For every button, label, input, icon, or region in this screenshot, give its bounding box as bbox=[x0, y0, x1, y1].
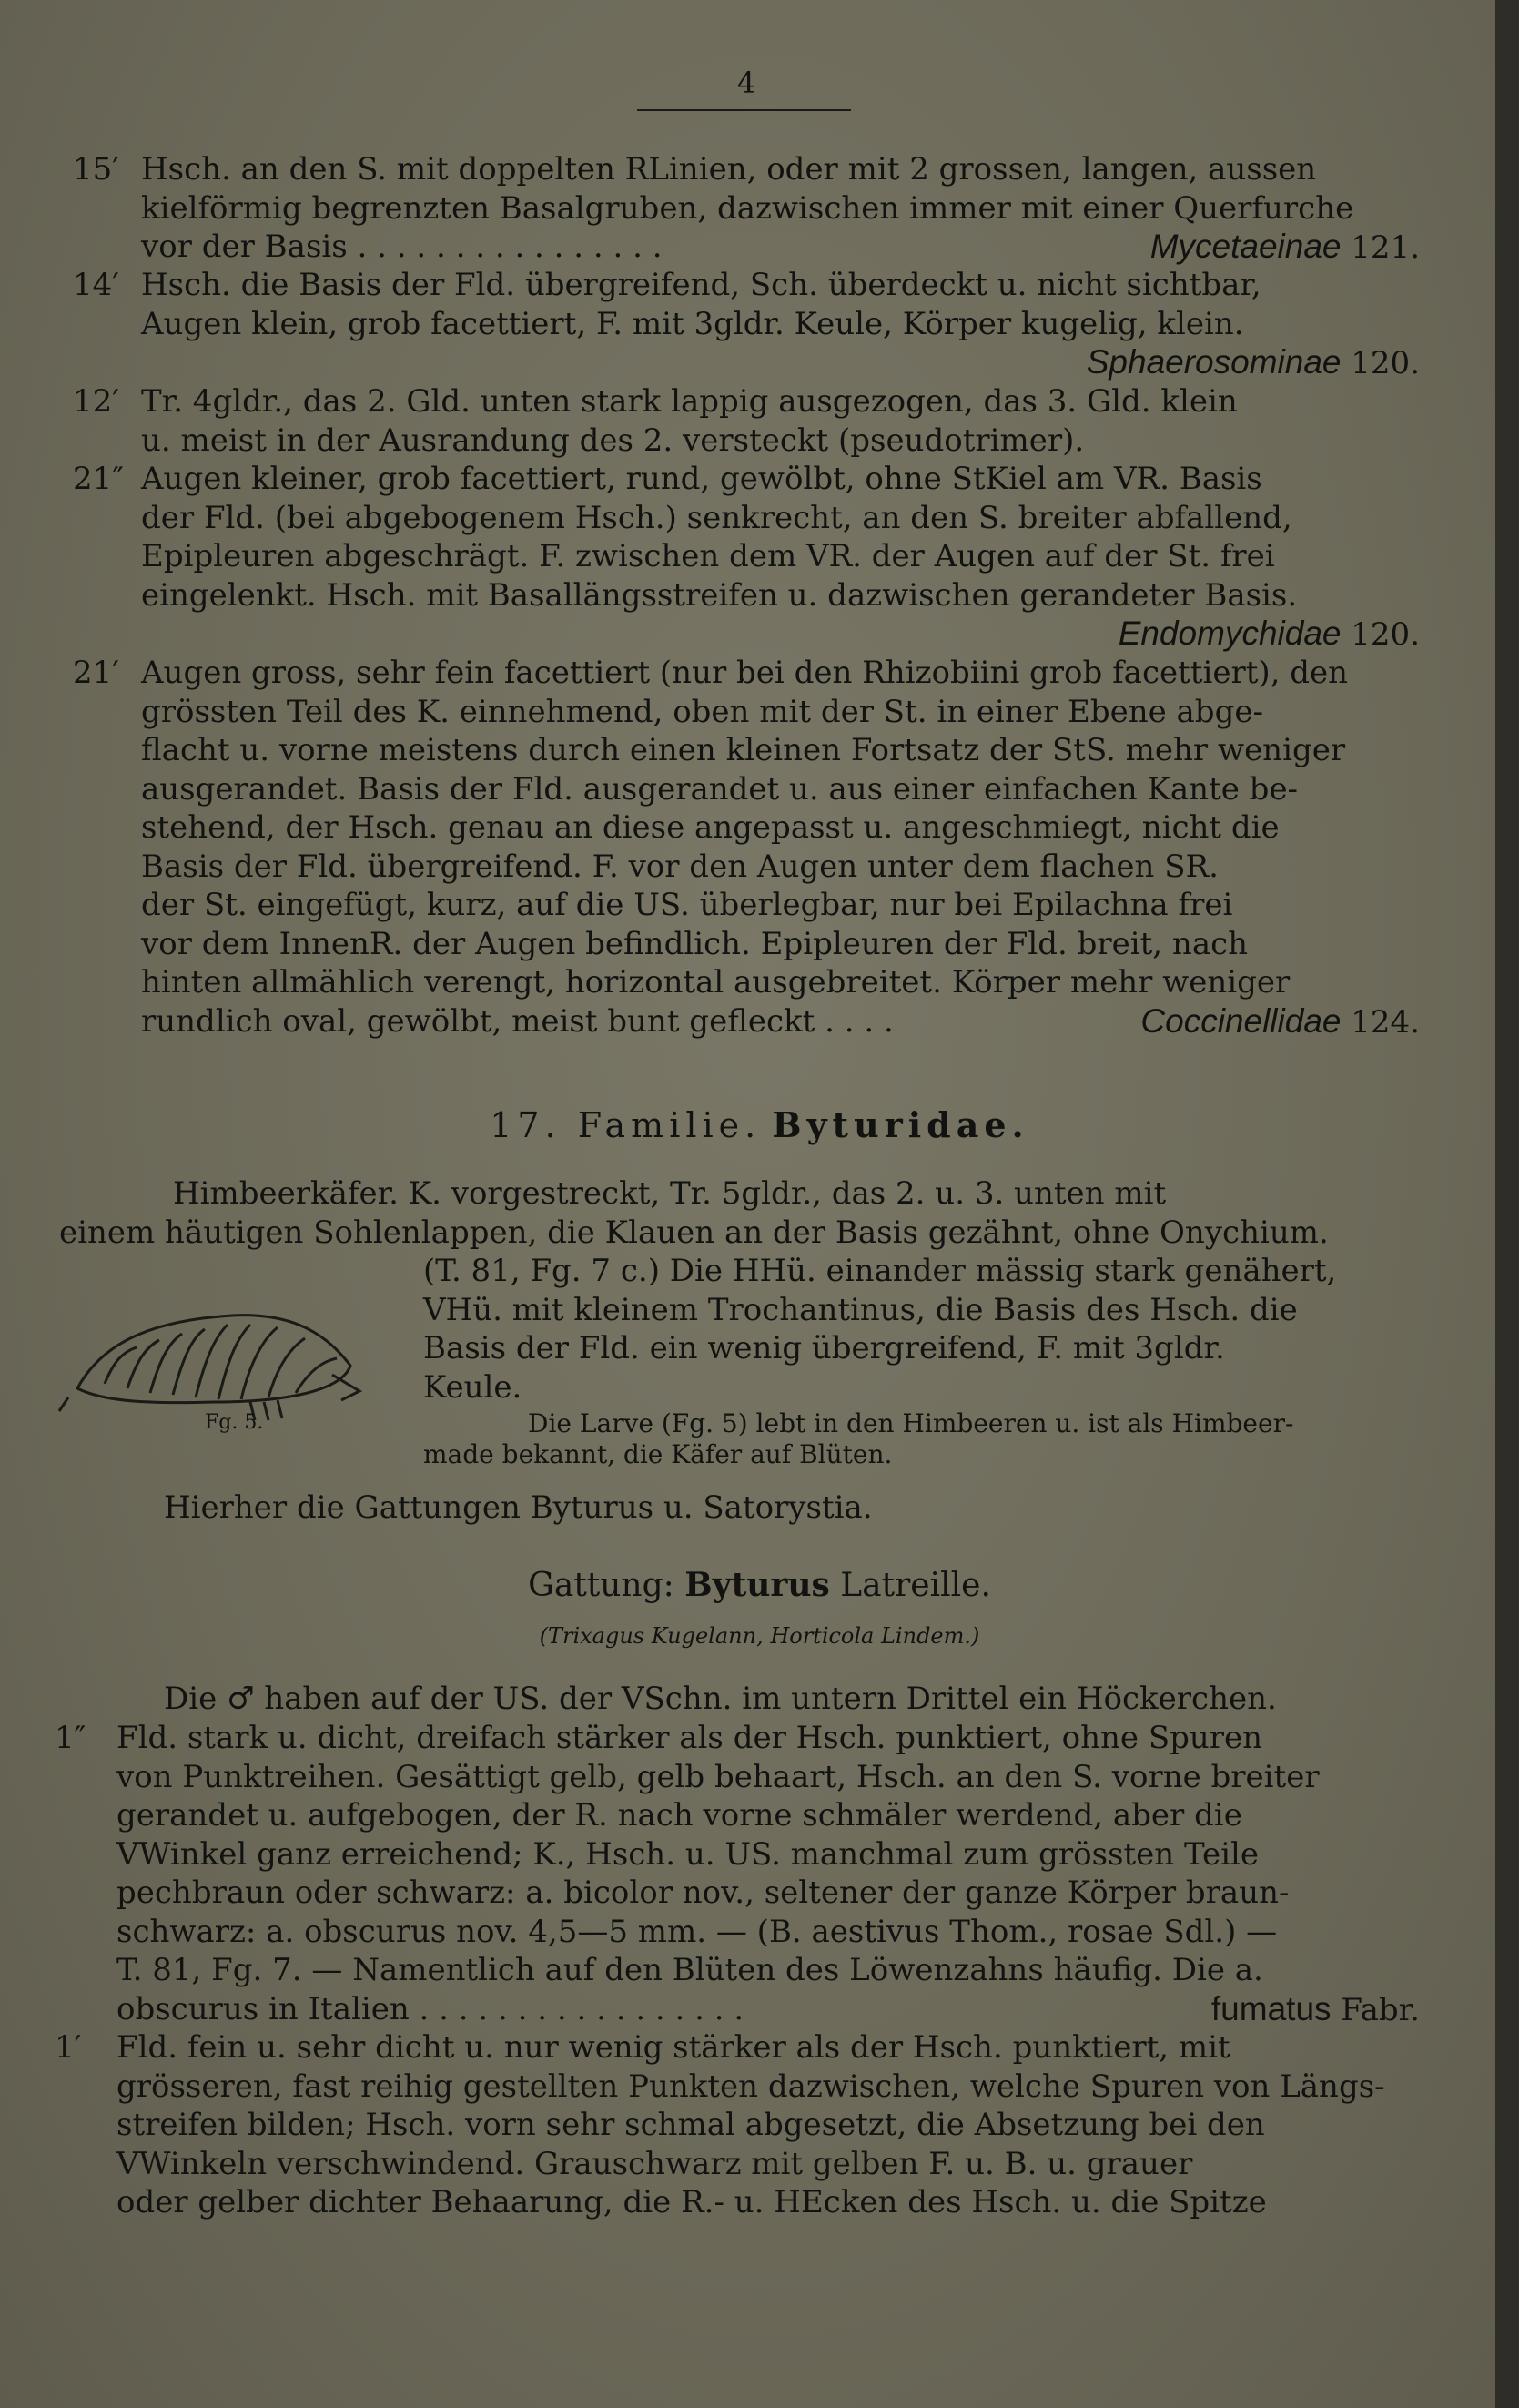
text-line: Augen klein, grob facettiert, F. mit 3gldr. Keule, Körper kugelig, klein. bbox=[141, 305, 1244, 342]
text-line: u. meist in der Ausrandung des 2. versteckt (pseudotrimer). bbox=[141, 422, 1085, 459]
genus-label: Gattung: bbox=[528, 1567, 674, 1604]
key-entry bbox=[73, 266, 1420, 382]
genus-heading bbox=[0, 1566, 1519, 1604]
text-line: Hsch. an den S. mit doppelten RLinien, oder mit 2 grossen, langen, aussen bbox=[141, 151, 1317, 188]
key-number: 12′ bbox=[73, 383, 119, 420]
text-line: kielförmig begrenzten Basalgruben, dazwischen immer mit einer Querfurche bbox=[141, 189, 1354, 227]
male-note bbox=[164, 1680, 1420, 1719]
text-line: Basis der Fld. ein wenig übergreifend, F. mit 3gldr. bbox=[423, 1330, 1225, 1367]
genus-author: Latreille. bbox=[840, 1567, 991, 1604]
header-rule bbox=[637, 109, 851, 111]
family-description-wrapped bbox=[423, 1252, 1420, 1407]
key-number: 15′ bbox=[73, 151, 119, 188]
text-line: grösseren, fast reihig gestellten Punkten dazwischen, welche Spuren von Längs- bbox=[116, 2068, 1385, 2105]
text-line: Keule. bbox=[423, 1368, 522, 1406]
key-entry bbox=[73, 654, 1420, 1041]
text-line: Fld. fein u. sehr dicht u. nur wenig stärker als der Hsch. punktiert, mit bbox=[116, 2029, 1230, 2066]
text-line: Hierher die Gattungen Byturus u. Satorystia. bbox=[164, 1489, 873, 1526]
species-entry bbox=[55, 1719, 1420, 2028]
family-heading bbox=[0, 1104, 1519, 1145]
text-line: Augen kleiner, grob facettiert, rund, gewölbt, ohne StKiel am VR. Basis bbox=[141, 461, 1262, 497]
species-entry bbox=[55, 2028, 1420, 2222]
page-ref: 124. bbox=[1351, 1003, 1420, 1041]
text-span: obscurus in Italien . . . . . . . . . . . . . . . . . bbox=[116, 1990, 744, 2027]
taxon-name: Coccinellidae bbox=[1140, 1001, 1342, 1040]
text-line: streifen bilden; Hsch. vorn sehr schmal abgesetzt, die Absetzung bei den bbox=[116, 2107, 1265, 2143]
text-line: (T. 81, Fg. 7 c.) Die HHü. einander mässig stark genähert, bbox=[423, 1253, 1337, 1289]
text-line: von Punktreihen. Gesättigt gelb, gelb behaart, Hsch. an den S. vorne breiter bbox=[116, 1758, 1320, 1795]
text-line: Himbeerkäfer. K. vorgestreckt, Tr. 5gldr., das 2. u. 3. unten mit bbox=[173, 1175, 1167, 1212]
text-line: schwarz: a. obscurus nov. 4,5—5 mm. — (B. aestivus Thom., rosae Sdl.) — bbox=[116, 1913, 1278, 1950]
taxon-name: Sphaerosominae bbox=[1086, 343, 1342, 381]
text-line: VWinkel ganz erreichend; K., Hsch. u. US. manchmal zum grössten Teile bbox=[116, 1835, 1259, 1873]
text-line: eingelenkt. Hsch. mit Basallängsstreifen u. dazwischen gerandeter Basis. bbox=[141, 576, 1298, 614]
family-description bbox=[59, 1174, 1420, 1252]
text-line: Hsch. die Basis der Fld. übergreifend, Sch. überdeckt u. nicht sichtbar, bbox=[141, 267, 1261, 303]
genus-synonyms: (Trixagus Kugelann, Horticola Lindem.) bbox=[539, 1623, 980, 1649]
species-author: Fabr. bbox=[1341, 1991, 1420, 2028]
key-entry bbox=[73, 382, 1420, 460]
text-line: hinten allmählich verengt, horizontal ausgebreitet. Körper mehr weniger bbox=[141, 964, 1291, 1001]
text-line bbox=[141, 1002, 1420, 1041]
text-span: rundlich oval, gewölbt, meist bunt gefleckt . . . . bbox=[141, 1002, 894, 1040]
text-line: pechbraun oder schwarz: a. bicolor nov., seltener der ganze Körper braun- bbox=[116, 1875, 1290, 1911]
key-number: 1′ bbox=[55, 2029, 82, 2066]
text-line: flacht u. vorne meistens durch einen kleinen Fortsatz der StS. mehr weniger bbox=[141, 732, 1346, 768]
key-number: 21″ bbox=[73, 461, 124, 497]
text-line: Fld. stark u. dicht, dreifach stärker als der Hsch. punktiert, ohne Spuren bbox=[116, 1720, 1263, 1756]
text-line: ausgerandet. Basis der Fld. ausgerandet u. aus einer einfachen Kante be- bbox=[141, 770, 1299, 808]
taxon-name: Mycetaeinae bbox=[1149, 228, 1342, 265]
taxon-name: Endomychidae bbox=[1118, 615, 1342, 652]
page-ref: 120. bbox=[1351, 616, 1420, 653]
text-line: der Fld. (bei abgebogenem Hsch.) senkrecht, an den S. breiter abfallend, bbox=[141, 499, 1292, 536]
key-number: 1″ bbox=[55, 1720, 86, 1756]
larva-figure bbox=[50, 1275, 378, 1429]
text-line: Epipleuren abgeschrägt. F. zwischen dem VR. der Augen auf der St. frei bbox=[141, 538, 1275, 574]
text-line bbox=[141, 615, 1420, 654]
page-ref: 121. bbox=[1351, 229, 1420, 266]
text-line: vor dem InnenR. der Augen befindlich. Epipleuren der Fld. breit, nach bbox=[141, 925, 1249, 962]
text-line: made bekannt, die Käfer auf Blüten. bbox=[423, 1439, 893, 1469]
page-ref: 120. bbox=[1351, 345, 1420, 381]
text-line: einem häutigen Sohlenlappen, die Klauen an der Basis gezähnt, ohne Onychium. bbox=[59, 1214, 1329, 1251]
text-line: T. 81, Fg. 7. — Namentlich auf den Blüten des Löwenzahns häufig. Die a. bbox=[116, 1952, 1263, 1988]
family-name: Byturidae. bbox=[772, 1104, 1029, 1145]
family-number: 17. Familie. bbox=[490, 1105, 762, 1145]
text-line bbox=[141, 343, 1420, 382]
text-line bbox=[116, 1990, 1420, 2029]
larva-note bbox=[423, 1408, 1420, 1470]
text-line: Augen gross, sehr fein facettiert (nur bei den Rhizobiini grob facettiert), den bbox=[141, 655, 1349, 691]
genera-line bbox=[164, 1488, 1420, 1528]
text-line: Die Larve (Fg. 5) lebt in den Himbeeren u. ist als Himbeer- bbox=[528, 1408, 1294, 1438]
text-line: gerandet u. aufgebogen, der R. nach vorne schmäler werdend, aber die bbox=[116, 1797, 1242, 1834]
text-line bbox=[141, 228, 1420, 267]
text-line: der St. eingefügt, kurz, auf die US. überlegbar, nur bei Epilachna frei bbox=[141, 887, 1233, 923]
page-number: 4 bbox=[736, 66, 756, 100]
text-span: vor der Basis . . . . . . . . . . . . . . . . bbox=[141, 229, 663, 265]
text-line: Tr. 4gldr., das 2. Gld. unten stark lappig ausgezogen, das 3. Gld. klein bbox=[141, 383, 1238, 420]
figure-caption: Fg. 5. bbox=[205, 1411, 264, 1434]
text-line: VWinkeln verschwindend. Grauschwarz mit gelben F. u. B. u. grauer bbox=[116, 2145, 1193, 2182]
key-number: 21′ bbox=[73, 655, 119, 691]
key-entry bbox=[73, 150, 1420, 267]
key-entry bbox=[73, 460, 1420, 654]
text-line: VHü. mit kleinem Trochantinus, die Basis des Hsch. die bbox=[423, 1291, 1298, 1328]
genus-name: Byturus bbox=[684, 1566, 830, 1604]
species-name: fumatus bbox=[1210, 1989, 1332, 2027]
text-line: Basis der Fld. übergreifend. F. vor den Augen unter dem flachen SR. bbox=[141, 848, 1219, 885]
text-line: stehend, der Hsch. genau an diese angepasst u. angeschmiegt, nicht die bbox=[141, 809, 1280, 846]
text-line: oder gelber dichter Behaarung, die R.- u. HEcken des Hsch. u. die Spitze bbox=[116, 2184, 1267, 2220]
text-line: grössten Teil des K. einnehmend, oben mit der St. in einer Ebene abge- bbox=[141, 693, 1263, 730]
key-number: 14′ bbox=[73, 267, 119, 303]
text-line: Die ♂ haben auf der US. der VSchn. im untern Drittel ein Höckerchen. bbox=[164, 1681, 1277, 1717]
